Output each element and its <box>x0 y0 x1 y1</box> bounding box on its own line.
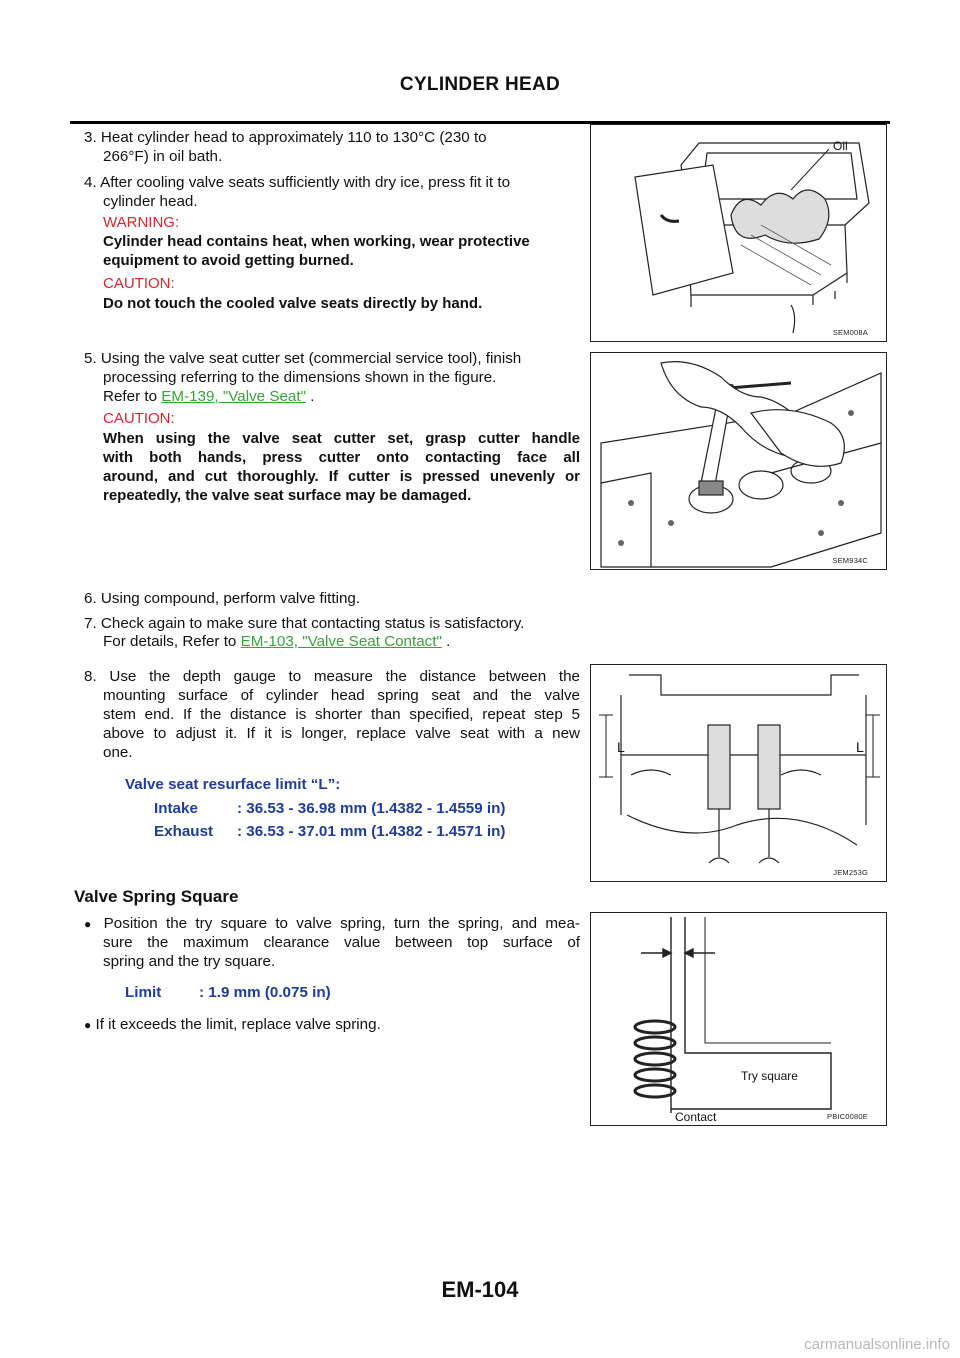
step-7-refer: For details, Refer to <box>103 633 241 650</box>
depth-gauge-illustration <box>591 665 886 881</box>
spec-intake-label: Intake <box>154 800 198 817</box>
link-valve-seat-contact[interactable]: EM-103, "Valve Seat Contact" <box>240 633 442 650</box>
figure-code-sem008a: SEM008A <box>832 328 868 337</box>
spring-bullet-1 <box>84 914 580 935</box>
step-3-num: 3. <box>84 129 97 146</box>
bullet-icon: ● <box>84 917 96 931</box>
figure-label-oil: Oil <box>833 139 848 153</box>
bullet-icon: ● <box>84 1018 92 1032</box>
step-7-num: 7. <box>84 615 97 632</box>
step-8-line2: mounting surface of cylinder head spring seat and the valve <box>103 687 580 704</box>
limit-value: : 1.9 mm (0.075 in) <box>199 984 331 1001</box>
section-heading-valve-spring: Valve Spring Square <box>74 887 239 906</box>
step-5-line3 <box>103 387 314 407</box>
step-6-line1: Using compound, perform valve fitting. <box>100 590 361 607</box>
caution-2-line4: repeatedly, the valve seat surface may be damaged. <box>103 487 472 504</box>
spring-bullet-1-line3: spring and the try square. <box>103 953 276 970</box>
step-6 <box>84 589 360 609</box>
figure-code-sem934c: SEM934C <box>832 556 868 565</box>
watermark: carmanualsonline.info <box>804 1336 950 1353</box>
page-title: CYLINDER HEAD <box>399 74 561 95</box>
step-6-num: 6. <box>84 590 97 607</box>
spec-intake-value: : 36.53 - 36.98 mm (1.4382 - 1.4559 in) <box>237 800 506 817</box>
oil-bath-illustration <box>591 125 886 341</box>
figure-oil-bath <box>590 124 887 342</box>
step-7 <box>84 614 524 634</box>
step-4-line2: cylinder head. <box>103 193 198 210</box>
step-5-line2: processing referring to the dimensions shown in the figure. <box>103 369 497 386</box>
step-5-num: 5. <box>84 350 97 367</box>
spring-bullet-1-line2: sure the maximum clearance value between top surface of <box>103 934 580 951</box>
caution-2-line2: with both hands, press cutter onto contacting face all <box>103 449 580 466</box>
step-8 <box>84 667 580 687</box>
page-number: EM-104 <box>441 1277 519 1302</box>
step-7-line2 <box>103 632 450 652</box>
step-8-line4: above to adjust it. If it is longer, replace valve seat with a new <box>103 725 580 742</box>
figure-depth-gauge <box>590 664 887 882</box>
step-7-suffix: . <box>441 633 451 650</box>
caution-2-label: CAUTION: <box>103 410 175 427</box>
spec-exhaust-label: Exhaust <box>154 823 214 840</box>
caution-1-line1: Do not touch the cooled valve seats directly by hand. <box>103 295 483 312</box>
step-8-line5: one. <box>103 744 133 761</box>
step-8-num: 8. <box>84 668 97 685</box>
step-5-suffix: . <box>305 388 315 405</box>
figure-valve-seat-cutter <box>590 352 887 570</box>
step-4-line1: After cooling valve seats sufficiently with dry ice, press fit it to <box>100 174 511 191</box>
spec-exhaust-value: : 36.53 - 37.01 mm (1.4382 - 1.4571 in) <box>237 823 506 840</box>
caution-2-line3: around, and cut thoroughly. If cutter is pressed unevenly or <box>103 468 580 485</box>
figure-label-l-right: L <box>856 739 864 755</box>
step-7-line1: Check again to make sure that contacting status is satisfactory. <box>100 615 525 632</box>
figure-code-pbic0080e: PBIC0080E <box>827 1112 868 1121</box>
spring-bullet-2-text: If it exceeds the limit, replace valve spring. <box>95 1016 381 1033</box>
warning-label: WARNING: <box>103 214 180 231</box>
warning-line1: Cylinder head contains heat, when working, wear protective <box>103 233 530 250</box>
spec-heading: Valve seat resurface limit “L”: <box>125 776 341 793</box>
caution-1-label: CAUTION: <box>103 275 175 292</box>
spring-bullet-2 <box>84 1015 381 1036</box>
step-5-line1: Using the valve seat cutter set (commercial service tool), finish <box>100 350 522 367</box>
step-8-line1: Use the depth gauge to measure the distance between the <box>109 668 580 685</box>
figure-code-jem253g: JEM253G <box>833 868 868 877</box>
caution-2-line1: When using the valve seat cutter set, grasp cutter handle <box>103 430 580 447</box>
warning-line2: equipment to avoid getting burned. <box>103 252 354 269</box>
step-5 <box>84 349 580 369</box>
step-4 <box>84 173 580 193</box>
try-square-illustration <box>591 913 886 1125</box>
step-3-line1: Heat cylinder head to approximately 110 to 130°C (230 to <box>100 129 487 146</box>
step-5-refer: Refer to <box>103 388 162 405</box>
step-4-num: 4. <box>84 174 97 191</box>
spring-bullet-1-line1: Position the try square to valve spring, turn the spring, and mea- <box>103 915 580 932</box>
figure-label-l-left: L <box>617 739 625 755</box>
link-valve-seat[interactable]: EM-139, "Valve Seat" <box>161 388 306 405</box>
figure-try-square <box>590 912 887 1126</box>
step-3-line2: 266°F) in oil bath. <box>103 148 223 165</box>
cutter-illustration <box>591 353 886 569</box>
figure-label-try-square: Try square <box>741 1069 798 1083</box>
step-8-line3: stem end. If the distance is shorter than specified, repeat step 5 <box>103 706 580 723</box>
step-3 <box>84 128 580 148</box>
figure-label-contact: Contact <box>675 1110 717 1124</box>
limit-label: Limit <box>125 984 162 1001</box>
